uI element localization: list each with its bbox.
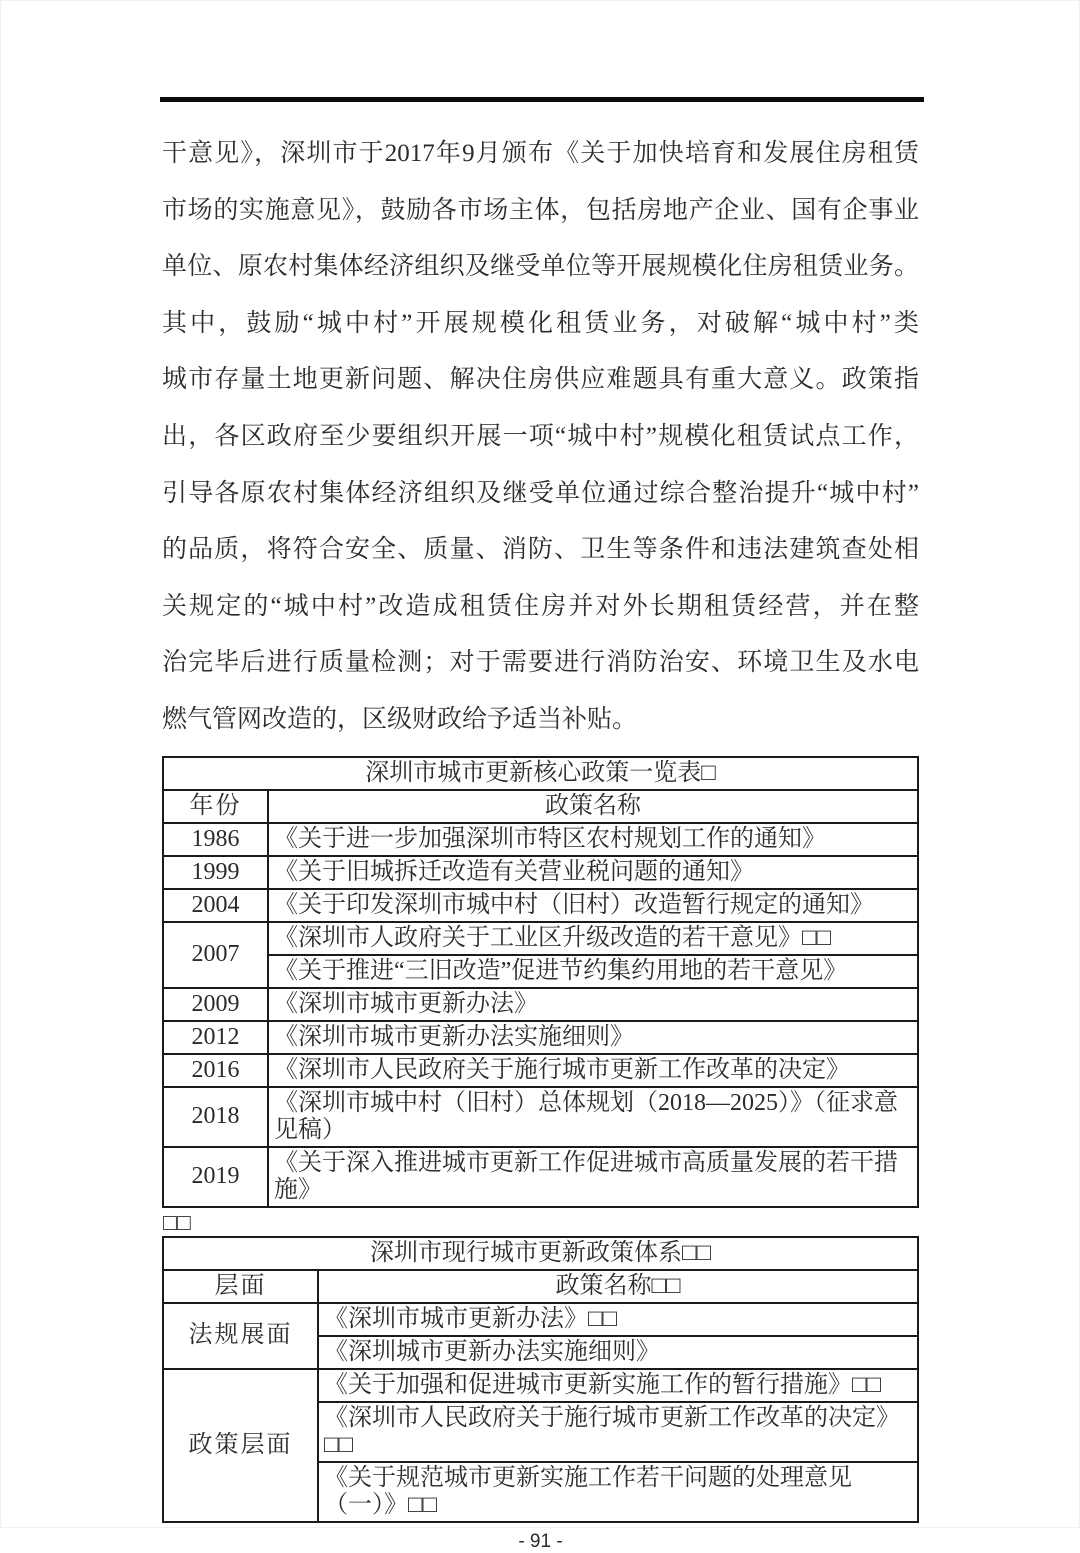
body-line: 引导各原农村集体经济组织及继受单位通过综合整治提升“城中村” [162, 479, 919, 507]
page-number: - 91 - [518, 1530, 563, 1552]
body-line: 治完毕后进行质量检测；对于需要进行消防治安、环境卫生及水电 [162, 649, 919, 677]
table-row [163, 1303, 918, 1336]
level-cell: 政策层面 [163, 1369, 318, 1522]
header-rule [160, 97, 924, 102]
policy-cell: 《关于规范城市更新实施工作若干问题的处理意见（一）》□□ [318, 1462, 918, 1522]
body-line: 出，各区政府至少要组织开展一项“城中村”规模化租赁试点工作， [162, 422, 919, 450]
policy-cell: 《深圳市城中村（旧村）总体规划（2018—2025）》（征求意见稿） [268, 1087, 918, 1147]
policy-cell: 《深圳市城市更新办法实施细则》 [268, 1021, 918, 1054]
year-cell: 2018 [163, 1087, 268, 1147]
table-row [163, 922, 918, 955]
policy-cell: 《深圳城市更新办法实施细则》 [318, 1336, 918, 1369]
table-row [163, 856, 918, 889]
table-row [163, 790, 918, 823]
table-row [163, 1369, 918, 1402]
year-cell: 2009 [163, 988, 268, 1021]
year-cell: 2019 [163, 1147, 268, 1207]
body-line: 干意见》，深圳市于2017年9月颁布《关于加快培育和发展住房租赁 [162, 140, 919, 167]
policy-cell: 《关于旧城拆迁改造有关营业税问题的通知》 [268, 856, 918, 889]
body-line: 城市存量土地更新问题、解决住房供应难题具有重大意义。政策指 [162, 366, 919, 394]
policy-cell: 《深圳市人政府关于工业区升级改造的若干意见》□□ [268, 922, 918, 955]
table1-title: 深圳市城市更新核心政策一览表□ [163, 757, 918, 790]
policy-cell: 《关于加强和促进城市更新实施工作的暂行措施》□□ [318, 1369, 918, 1402]
year-cell: 2016 [163, 1054, 268, 1087]
body-line: 燃气管网改造的，区级财政给予适当补贴。 [162, 705, 638, 733]
table-row [163, 823, 918, 856]
body-line: 其中，鼓励“城中村”开展规模化租赁业务，对破解“城中村”类 [162, 309, 919, 337]
table2-header-level: 层面 [163, 1270, 318, 1303]
table-row [163, 1021, 918, 1054]
year-cell: 2012 [163, 1021, 268, 1054]
current-policy-table [162, 1236, 919, 1523]
table-row [163, 1054, 918, 1087]
level-cell: 法规展面 [163, 1303, 318, 1369]
body-line: 单位、原农村集体经济组织及继受单位等开展规模化住房租赁业务。 [162, 253, 919, 281]
year-cell: 1999 [163, 856, 268, 889]
body-paragraph [162, 126, 919, 749]
core-policy-table [162, 756, 919, 1208]
body-line: 的品质，将符合安全、质量、消防、卫生等条件和违法建筑查处相 [162, 536, 919, 564]
table-row [163, 757, 918, 790]
policy-cell: 《深圳市城市更新办法》 [268, 988, 918, 1021]
table-row [163, 1087, 918, 1147]
policy-cell: 《深圳市人民政府关于施行城市更新工作改革的决定》 [268, 1054, 918, 1087]
table1-header-policy: 政策名称 [268, 790, 918, 823]
table-row [163, 955, 918, 988]
table2-header-policy: 政策名称□□ [318, 1270, 918, 1303]
table-row [163, 988, 918, 1021]
year-cell: 2004 [163, 889, 268, 922]
policy-cell: 《深圳市人民政府关于施行城市更新工作改革的决定》□□ [318, 1402, 918, 1462]
table-row [163, 889, 918, 922]
policy-cell: 《关于进一步加强深圳市特区农村规划工作的通知》 [268, 823, 918, 856]
table-row [163, 1270, 918, 1303]
policy-cell: 《关于推进“三旧改造”促进节约集约用地的若干意见》 [268, 955, 918, 988]
page-content [162, 126, 919, 1553]
policy-cell: 《深圳市城市更新办法》□□ [318, 1303, 918, 1336]
policy-cell: 《关于印发深圳市城中村（旧村）改造暂行规定的通知》 [268, 889, 918, 922]
table2-title: 深圳市现行城市更新政策体系□□ [163, 1237, 918, 1270]
year-cell: 2007 [163, 922, 268, 988]
table-row [163, 1237, 918, 1270]
body-line: 市场的实施意见》，鼓励各市场主体，包括房地产企业、国有企事业 [162, 196, 919, 224]
year-cell: 1986 [163, 823, 268, 856]
policy-cell: 《关于深入推进城市更新工作促进城市高质量发展的若干措施》 [268, 1147, 918, 1207]
placeholder-boxes: □□ [163, 1209, 191, 1235]
table-row [163, 1147, 918, 1207]
table1-header-year: 年份 [163, 790, 268, 823]
body-line: 关规定的“城中村”改造成租赁住房并对外长期租赁经营，并在整 [162, 592, 919, 620]
